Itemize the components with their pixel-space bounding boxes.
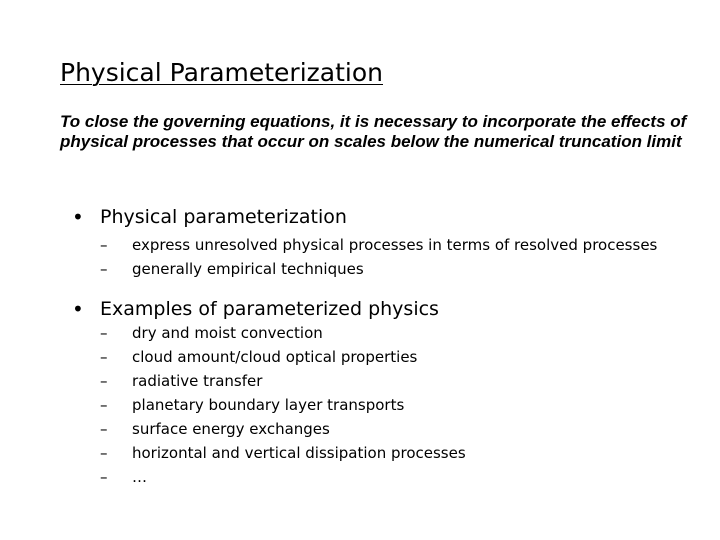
sub-item-text: express unresolved physical processes in terms of resolved processes [132, 236, 658, 254]
sub-item-dash: – [100, 260, 108, 278]
bullet-dot: • [72, 205, 84, 229]
sub-item-text: horizontal and vertical dissipation processes [132, 444, 466, 462]
bullet-dot: • [72, 297, 84, 321]
sub-item-dash: – [100, 468, 108, 486]
sub-item-dash: – [100, 420, 108, 438]
sub-item-dash: – [100, 348, 108, 366]
sub-item-dash: – [100, 396, 108, 414]
sub-item-text: surface energy exchanges [132, 420, 330, 438]
intro-paragraph: To close the governing equations, it is necessary to incorporate the effects of physical processes that occur on scales below the numerical truncation limit [60, 112, 687, 151]
sub-item-text: radiative transfer [132, 372, 263, 390]
sub-item-text: generally empirical techniques [132, 260, 364, 278]
sub-item-text: cloud amount/cloud optical properties [132, 348, 418, 366]
sub-item-text: dry and moist convection [132, 324, 323, 342]
sub-item-text: … [132, 468, 147, 486]
bullet-label: Physical parameterization [100, 206, 347, 228]
bullet-label: Examples of parameterized physics [100, 298, 439, 320]
sub-item-dash: – [100, 444, 108, 462]
slide-title: Physical Parameterization [60, 58, 383, 87]
sub-item-dash: – [100, 236, 108, 254]
sub-item-dash: – [100, 324, 108, 342]
sub-item-text: planetary boundary layer transports [132, 396, 405, 414]
sub-item-dash: – [100, 372, 108, 390]
